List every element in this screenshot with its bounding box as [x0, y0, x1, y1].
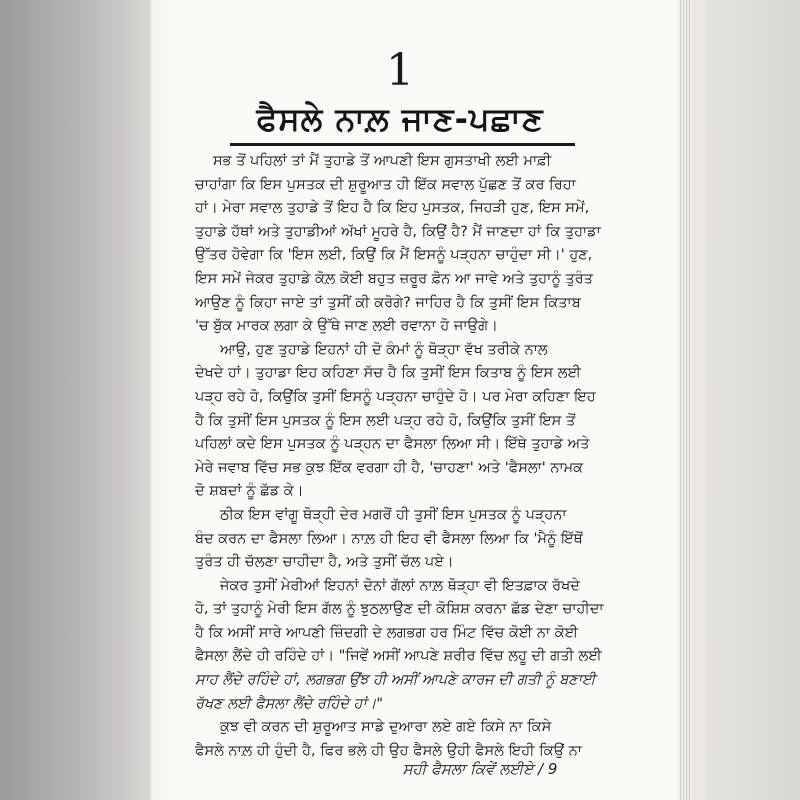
body-line: ਫੈਸਲਾ ਲੈਂਦੇ ਹੀ ਰਹਿੰਦੇ ਹਾਂ। "ਜਿਵੇਂ ਅਸੀਂ ਆਪਣੇ ਸ਼ਰੀਰ ਵਿੱਚ ਲਹੂ ਦੀ ਗਤੀ ਲਈ: [195, 648, 602, 665]
body-line: ਦੇਖਦੇ ਹਾਂ। ਤੁਹਾਡਾ ਇਹ ਕਹਿਣਾ ਸੱਚ ਹੈ ਕਿ ਤੁਸੀਂ ਇਸ ਕਿਤਾਬ ਨੂੰ ਇਸ ਲਈ: [195, 365, 581, 382]
body-line: ਬੰਦ ਕਰਨ ਦਾ ਫੈਸਲਾ ਲਿਆ। ਨਾਲ਼ ਹੀ ਇਹ ਵੀ ਫੈਸਲਾ ਲਿਆ ਕਿ 'ਮੈਨੂੰ ਇੱਥੋਂ: [195, 530, 583, 547]
running-footer: ਸਹੀ ਫੈਸਲਾ ਕਿਵੇਂ ਲਈਏ / 9: [402, 760, 558, 778]
body-line: ਮੇਰੇ ਜਵਾਬ ਵਿੱਚ ਸਭ ਕੁਝ ਇੱਕ ਵਰਗਾ ਹੀ ਹੈ, 'ਚਾਹਣਾ' ਅਤੇ 'ਫੈਸਲਾ' ਨਾਮਕ: [195, 459, 584, 476]
body-line: ਫੈਸਲੇ ਨਾਲ਼ ਹੀ ਹੁੰਦੀ ਹੈ, ਫਿਰ ਭਲੇ ਹੀ ਉਹ ਫੈਸਲੇ ਉਹੀ ਫੈਸਲੇ ਇਹੀ ਕਿਉਂ ਨਾ: [195, 742, 582, 759]
page-stack-edge: [678, 0, 692, 800]
body-line: ਸਭ ਤੋਂ ਪਹਿਲਾਂ ਤਾਂ ਮੈਂ ਤੁਹਾਡੇ ਤੋਂ ਆਪਣੀ ਇਸ ਗੁਸਤਾਖੀ ਲਈ ਮਾਫ਼ੀ: [213, 153, 552, 169]
body-line: ਦੋ ਸ਼ਬਦਾਂ ਨੂੰ ਛੱਡ ਕੇ।: [195, 483, 304, 500]
chapter-number: 1: [386, 45, 414, 96]
body-line: ਆਉਣ ਨੂੰ ਕਿਹਾ ਜਾਏ ਤਾਂ ਤੁਸੀਂ ਕੀ ਕਰੋਗੇ? ਜਾਹਿਰ ਹੈ ਕਿ ਤੁਸੀਂ ਇਸ ਕਿਤਾਬ: [195, 294, 581, 311]
body-line: ਤੁਹਾਡੇ ਹੱਥਾਂ ਅਤੇ ਤੁਹਾਡੀਆਂ ਅੱਖਾਂ ਮੂਹਰੇ ਹੈ, ਕਿਉਂ ਹੈ? ਮੈਂ ਜਾਣਦਾ ਹਾਂ ਕਿ ਤੁਹਾਡਾ: [195, 223, 601, 240]
body-line: ਸਾਹ ਲੈਂਦੇ ਰਹਿੰਦੇ ਹਾਂ, ਲਗਭਗ ਉਂਝ ਹੀ ਅਸੀਂ ਆਪਣੇ ਕਾਰਜ ਦੀ ਗਤੀ ਨੂੰ ਬਣਾਈ: [195, 672, 596, 689]
body-line: 'ਚ ਬੁੱਕ ਮਾਰਕ ਲਗਾ ਕੇ ਉੱਥੇ ਜਾਣ ਲਈ ਰਵਾਨਾ ਹੋ ਜਾਉਗੇ।: [195, 318, 498, 335]
title-underline: [230, 143, 575, 146]
background-right: [705, 0, 800, 800]
body-line: ਠੀਕ ਇਸ ਵਾਂਗੂ ਥੋੜ੍ਹੀ ਦੇਰ ਮਗਰੋਂ ਹੀ ਤੁਸੀਂ ਇਸ ਪੁਸਤਕ ਨੂੰ ਪੜ੍ਹਨਾ: [220, 506, 567, 523]
body-line: ਉੱਤਰ ਹੋਵੇਗਾ ਕਿ 'ਇਸ ਲਈ, ਕਿਉਂ ਕਿ ਮੈਂ ਇਸਨੂੰ ਪੜ੍ਹਨਾ ਚਾਹੁੰਦਾ ਸੀ।' ਹੁਣ,: [195, 247, 593, 264]
body-line: ਹਾਂ। ਮੇਰਾ ਸਵਾਲ ਤੁਹਾਡੇ ਤੋਂ ਇਹ ਹੈ ਕਿ ਇਹ ਪੁਸਤਕ, ਜਿਹੜੀ ਹੁਣ, ਇਸ ਸਮੇਂ,: [195, 200, 590, 217]
body-line: ਆਉ, ਹੁਣ ਤੁਹਾਡੇ ਇਹਨਾਂ ਹੀ ਦੋ ਕੰਮਾਂ ਨੂੰ ਥੋੜ੍ਹਾ ਵੱਖ ਤਰੀਕੇ ਨਾਲ: [220, 341, 548, 358]
body-line: ਪੜ੍ਹ ਰਹੇ ਹੋ, ਕਿਉਂਕਿ ਤੁਸੀਂ ਇਸਨੂੰ ਪੜ੍ਹਨਾ ਚਾਹੁੰਦੇ ਹੋ। ਪਰ ਮੇਰਾ ਕਹਿਣਾ ਇਹ: [195, 388, 596, 405]
background-left: [0, 0, 150, 800]
body-line: ਰੱਖਣ ਲਈ ਫੈਸਲਾ ਲੈਂਦੇ ਰਹਿੰਦੇ ਹਾਂ।": [195, 695, 384, 712]
body-line: ਹੋ, ਤਾਂ ਤੁਹਾਨੂੰ ਮੇਰੀ ਇਸ ਗੱਲ ਨੂੰ ਝੁਠਲਾਉਣ ਦੀ ਕੋਸ਼ਿਸ਼ ਕਰਨਾ ਛੱਡ ਦੇਣਾ ਚਾਹੀਦਾ: [195, 601, 604, 618]
chapter-body: [195, 150, 635, 763]
body-line: ਕੁਝ ਵੀ ਕਰਨ ਦੀ ਸ਼ੁਰੂਆਤ ਸਾਡੇ ਦੁਆਰਾ ਲਏ ਗਏ ਕਿਸੇ ਨਾ ਕਿਸੇ: [220, 719, 552, 736]
body-line: ਤੁਰੰਤ ਹੀ ਚੱਲਣਾ ਚਾਹੀਦਾ ਹੈ, ਅਤੇ ਤੁਸੀਂ ਚੱਲ ਪਏ।: [195, 554, 454, 571]
body-line: ਜੇਕਰ ਤੁਸੀਂ ਮੇਰੀਆਂ ਇਹਨਾਂ ਦੋਨਾਂ ਗੱਲਾਂ ਨਾਲ਼ ਥੋੜ੍ਹਾ ਵੀ ਇਤਫ਼ਾਕ ਰੱਖਦੇ: [220, 577, 580, 594]
book-gutter: [152, 0, 172, 800]
chapter-title: ਫੈਸਲੇ ਨਾਲ਼ ਜਾਣ-ਪਛਾਣ: [256, 100, 544, 138]
body-line: ਇਸ ਸਮੇਂ ਜੇਕਰ ਤੁਹਾਡੇ ਕੋਲ਼ ਕੋਈ ਬਹੁਤ ਜ਼ਰੂਰ ਫ਼ੋਨ ਆ ਜਾਵੇ ਅਤੇ ਤੁਹਾਨੂੰ ਤੁਰੰਤ: [195, 270, 593, 287]
body-line: ਪਹਿਲਾਂ ਕਦੇ ਇਸ ਪੁਸਤਕ ਨੂੰ ਪੜ੍ਹਨ ਦਾ ਫੈਸਲਾ ਲਿਆ ਸੀ। ਇੱਥੇ ਤੁਹਾਡੇ ਅਤੇ: [195, 436, 590, 453]
body-line: ਚਾਹਾਂਗਾ ਕਿ ਇਸ ਪੁਸਤਕ ਦੀ ਸ਼ੁਰੂਆਤ ਹੀ ਇੱਕ ਸਵਾਲ ਪੁੱਛਣ ਤੋਂ ਕਰ ਰਿਹਾ: [195, 176, 576, 193]
body-line: ਹੈ ਕਿ ਤੁਸੀਂ ਇਸ ਪੁਸਤਕ ਨੂੰ ਇਸ ਲਈ ਪੜ੍ਹ ਰਹੇ ਹੋ, ਕਿਉਂਕਿ ਤੁਸੀਂ ਇਸ ਤੋਂ: [195, 412, 576, 429]
body-line: ਹੈ ਕਿ ਅਸੀਂ ਸਾਰੇ ਆਪਣੀ ਜ਼ਿੰਦਗੀ ਦੇ ਲਗਭਗ ਹਰ ਮਿੰਟ ਵਿੱਚ ਕੋਈ ਨਾ ਕੋਈ: [195, 624, 579, 641]
